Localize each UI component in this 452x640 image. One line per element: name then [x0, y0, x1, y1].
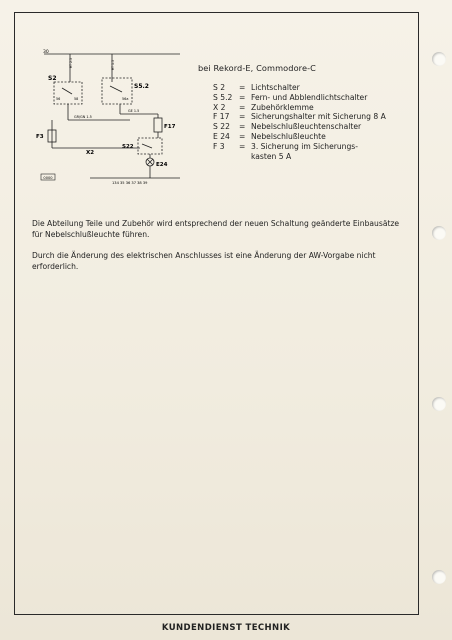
legend-equals: =: [239, 131, 246, 141]
label-s22: S22: [122, 144, 134, 150]
label-wire-top2: RT 1.5: [111, 59, 115, 70]
legend-row: [213, 122, 421, 132]
legend-code: S 2: [213, 83, 226, 92]
legend-code: S 5.2: [213, 92, 233, 102]
legend-code: F 3: [213, 141, 225, 151]
legend-desc: Nebelschlußleuchtenschalter: [251, 122, 362, 132]
label-wire-56: 56: [56, 97, 61, 101]
wiring-diagram: [30, 46, 180, 186]
legend-desc: Lichtschalter: [251, 83, 300, 92]
legend-row: [213, 112, 421, 122]
footer-title: KUNDENDIENST TECHNIK: [161, 623, 291, 633]
legend-desc: Fern- und Abblendlichtschalter: [251, 92, 368, 102]
punch-hole-upper-middle: [432, 226, 446, 240]
legend-code: S 22: [213, 122, 230, 132]
label-s2: S2: [48, 75, 57, 82]
legend-desc: Zubehörklemme: [251, 102, 314, 112]
legend-equals-blank: [239, 152, 251, 162]
legend-equals: =: [239, 83, 246, 92]
legend-desc: Nebelschlußleuchte: [251, 131, 326, 141]
label-s52: S5.2: [134, 83, 149, 90]
paragraph-aw-note: Durch die Änderung des elektrischen Anschlusses ist eine Änderung der AW-Vorgabe nicht erforderlich.: [32, 251, 376, 271]
label-bottom-numbers: 134 35 36 37 38 39: [112, 181, 148, 185]
punch-hole-top: [432, 52, 446, 66]
legend-code: E 24: [213, 131, 230, 141]
label-e24: E24: [156, 162, 168, 168]
label-f17: F17: [164, 124, 176, 130]
legend-row: [213, 142, 421, 152]
label-wire-56a: 56a: [122, 97, 129, 101]
legend-row: [213, 152, 421, 162]
vehicle-heading: bei Rekord-E, Commodore-C: [198, 63, 316, 73]
label-wire-gr: GR/GN 1.5: [74, 115, 92, 119]
label-wire-58: 58: [74, 97, 79, 101]
legend-code: [213, 152, 239, 162]
legend-row: [213, 83, 421, 93]
legend-desc: Sicherungshalter mit Sicherung 8 A: [251, 112, 386, 122]
component-legend: [213, 83, 421, 161]
label-wire-top1: RT 2.5: [69, 57, 73, 68]
paragraph-parts-note: Die Abteilung Teile und Zubehör wird entsprechend der neuen Schaltung geänderte Einbausätze für Nebelschlußleuchte führen.: [32, 219, 400, 239]
punch-hole-bottom: [432, 570, 446, 584]
label-f3: F3: [36, 134, 44, 140]
legend-equals: =: [239, 112, 246, 122]
legend-row: [213, 103, 421, 113]
legend-code: F 17: [213, 112, 230, 122]
legend-equals: =: [239, 141, 246, 151]
label-x2: X2: [86, 150, 95, 156]
label-wire-ge: GE 1.5: [128, 109, 140, 113]
legend-row: [213, 132, 421, 142]
legend-desc: 3. Sicherung im Sicherungs-: [251, 141, 359, 151]
punch-hole-lower-middle: [432, 397, 446, 411]
fuse-holder-f17: [154, 118, 162, 132]
legend-equals: =: [239, 102, 246, 112]
legend-row: [213, 93, 421, 103]
legend-equals: =: [239, 92, 246, 102]
fog-switch-s22: [138, 138, 162, 154]
label-terminal-30: 30: [43, 50, 49, 55]
legend-equals: =: [239, 122, 246, 132]
diagram-ref-box: 0000: [43, 176, 53, 180]
legend-desc: kasten 5 A: [251, 151, 292, 161]
legend-code: X 2: [213, 102, 226, 112]
